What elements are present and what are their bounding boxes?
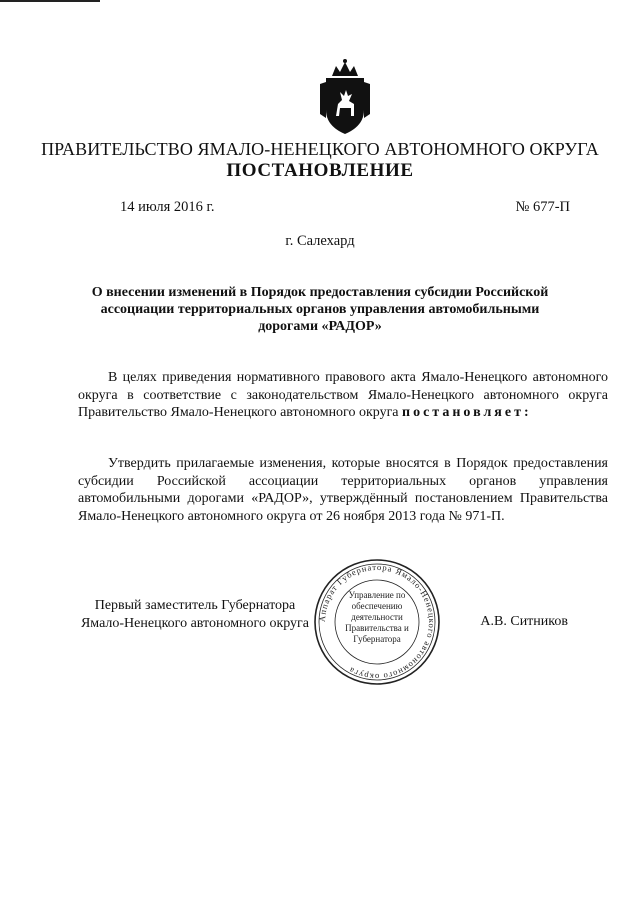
document-number: № 677-П [515, 199, 570, 215]
yamal-coat-of-arms-icon [314, 58, 376, 138]
stamp-ring-text: Аппарат Губернатора Ямало-Ненецкого автономного округа [316, 561, 438, 683]
document-subject: О внесении изменений в Порядок предоставления субсидии Российской ассоциации территориальных органов управления автомобильными дорогами «РАДОР» [91, 285, 549, 334]
scan-edge-line [0, 0, 100, 2]
stamp-inner-text: Управление по обеспечению деятельности Правительства и Губернатора [345, 590, 409, 644]
paragraph-preamble [78, 369, 608, 422]
signatory-name: А.В. Ситников [480, 614, 568, 629]
signatory-position-line2: Ямало-Ненецкого автономного округа [80, 616, 310, 631]
document-type: ПОСТАНОВЛЕНИЕ [226, 160, 414, 181]
organization-title: ПРАВИТЕЛЬСТВО ЯМАЛО-НЕНЕЦКОГО АВТОНОМНОГО ОКРУГА [41, 139, 599, 159]
paragraph-decision: Утвердить прилагаемые изменения, которые вносятся в Порядок предоставления субсидии Российской ассоциации территориальных органов управления автомобильными дорогами «РАДОР», утверждённый постановлением Правительства Ямало-Ненецкого автономного округа от 26 ноября 2013 года № 971-П. [78, 456, 608, 524]
signatory-position [60, 597, 330, 633]
decree-word: постановляет: [402, 405, 532, 420]
document-date: 14 июля 2016 г. [120, 199, 215, 215]
signatory-position-line1: Первый заместитель Губернатора [94, 598, 296, 613]
preamble-text: В целях приведения нормативного правового акта Ямало-Ненецкого автономного округа в соответствие с законодательством Ямало-Ненецкого автономного округа Правительство Ямало-Ненецкого автономного округа [78, 370, 608, 420]
document-city: г. Салехард [285, 233, 355, 249]
